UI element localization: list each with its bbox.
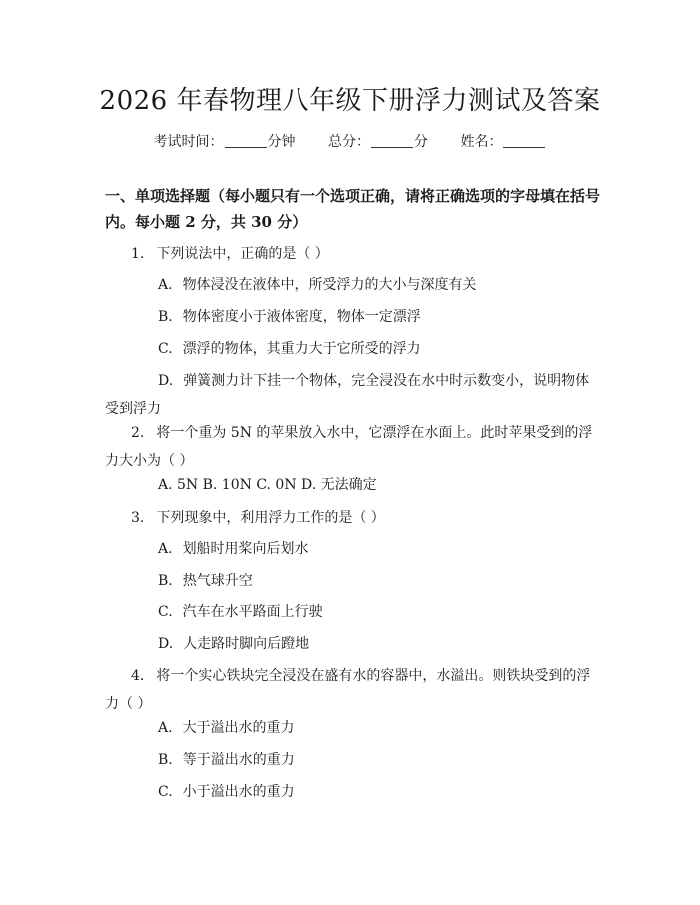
option-label: B. — [158, 309, 173, 325]
question-4-option-b — [158, 746, 600, 774]
student-name-field — [460, 131, 546, 151]
option-label: A. — [158, 541, 173, 557]
option-label: D. — [158, 636, 174, 652]
question-1 — [105, 240, 600, 268]
exam-info-line — [0, 131, 700, 151]
option-text: 物体密度小于液体密度，物体一定漂浮 — [182, 309, 421, 325]
exam-time-unit: 分钟 — [267, 134, 296, 150]
option-text: 大于溢出水的重力 — [182, 720, 295, 736]
section-heading: 一、单项选择题（每小题只有一个选项正确，请将正确选项的字母填在括号内。每小题 2 分，共 30 分） — [105, 187, 601, 231]
option-text: 热气球升空 — [182, 573, 253, 589]
question-3-option-c — [158, 598, 600, 626]
question-number: 2. — [131, 425, 145, 441]
question-text: 下列说法中，正确的是（ ） — [156, 246, 329, 262]
question-2 — [105, 419, 600, 475]
question-text: 下列现象中，利用浮力工作的是（ ） — [156, 510, 385, 526]
option-text: 人走路时脚向后蹬地 — [183, 636, 310, 652]
total-score-unit: 分 — [414, 134, 428, 150]
question-text: 将一个实心铁块完全浸没在盛有水的容器中，水溢出。则铁块受到的浮力（ ） — [105, 668, 591, 712]
option-label: C. — [158, 784, 173, 800]
question-1-option-a — [158, 271, 600, 299]
question-1-option-d — [105, 367, 600, 423]
question-4 — [105, 662, 600, 718]
option-label: D. — [158, 373, 174, 389]
question-number: 1. — [131, 246, 145, 262]
question-3 — [105, 504, 600, 532]
student-name-blank — [503, 133, 545, 148]
option-label: A. — [158, 720, 173, 736]
option-label: B. — [158, 573, 173, 589]
option-text: 物体浸没在液体中，所受浮力的大小与深度有关 — [182, 277, 477, 293]
question-3-option-a — [158, 535, 600, 563]
exam-time-blank — [225, 133, 267, 148]
total-score-label: 总分： — [328, 134, 370, 150]
question-2-options: A. 5N B. 10N C. 0N D. 无法确定 — [158, 477, 377, 493]
question-4-option-a — [158, 714, 600, 742]
option-text: 小于溢出水的重力 — [182, 784, 295, 800]
option-label: C. — [158, 604, 173, 620]
question-3-option-b — [158, 567, 600, 595]
option-text: 汽车在水平路面上行驶 — [182, 604, 323, 620]
student-name-label: 姓名： — [460, 134, 503, 150]
option-text: 漂浮的物体，其重力大于它所受的浮力 — [182, 341, 421, 357]
question-number: 3. — [131, 510, 145, 526]
question-number: 4. — [131, 668, 145, 684]
option-label: C. — [158, 341, 173, 357]
total-score-field — [328, 131, 428, 151]
option-label: B. — [158, 752, 173, 768]
question-1-option-b — [158, 303, 600, 331]
exam-time-label: 考试时间： — [153, 134, 224, 150]
question-4-option-c — [158, 778, 600, 806]
exam-time-field — [154, 131, 296, 151]
option-text: 弹簧测力计下挂一个物体，完全浸没在水中时示数变小，说明物体受到浮力 — [105, 373, 590, 417]
question-text: 将一个重为 5N 的苹果放入水中，它漂浮在水面上。此时苹果受到的浮力大小为（ ） — [105, 425, 593, 469]
page-title: 2026 年春物理八年级下册浮力测试及答案 — [99, 86, 601, 116]
question-3-option-d — [158, 630, 600, 658]
total-score-blank — [371, 133, 413, 148]
option-label: A. — [158, 277, 173, 293]
option-text: 划船时用桨向后划水 — [182, 541, 309, 557]
option-text: 等于溢出水的重力 — [182, 752, 295, 768]
question-1-option-c — [158, 335, 600, 363]
